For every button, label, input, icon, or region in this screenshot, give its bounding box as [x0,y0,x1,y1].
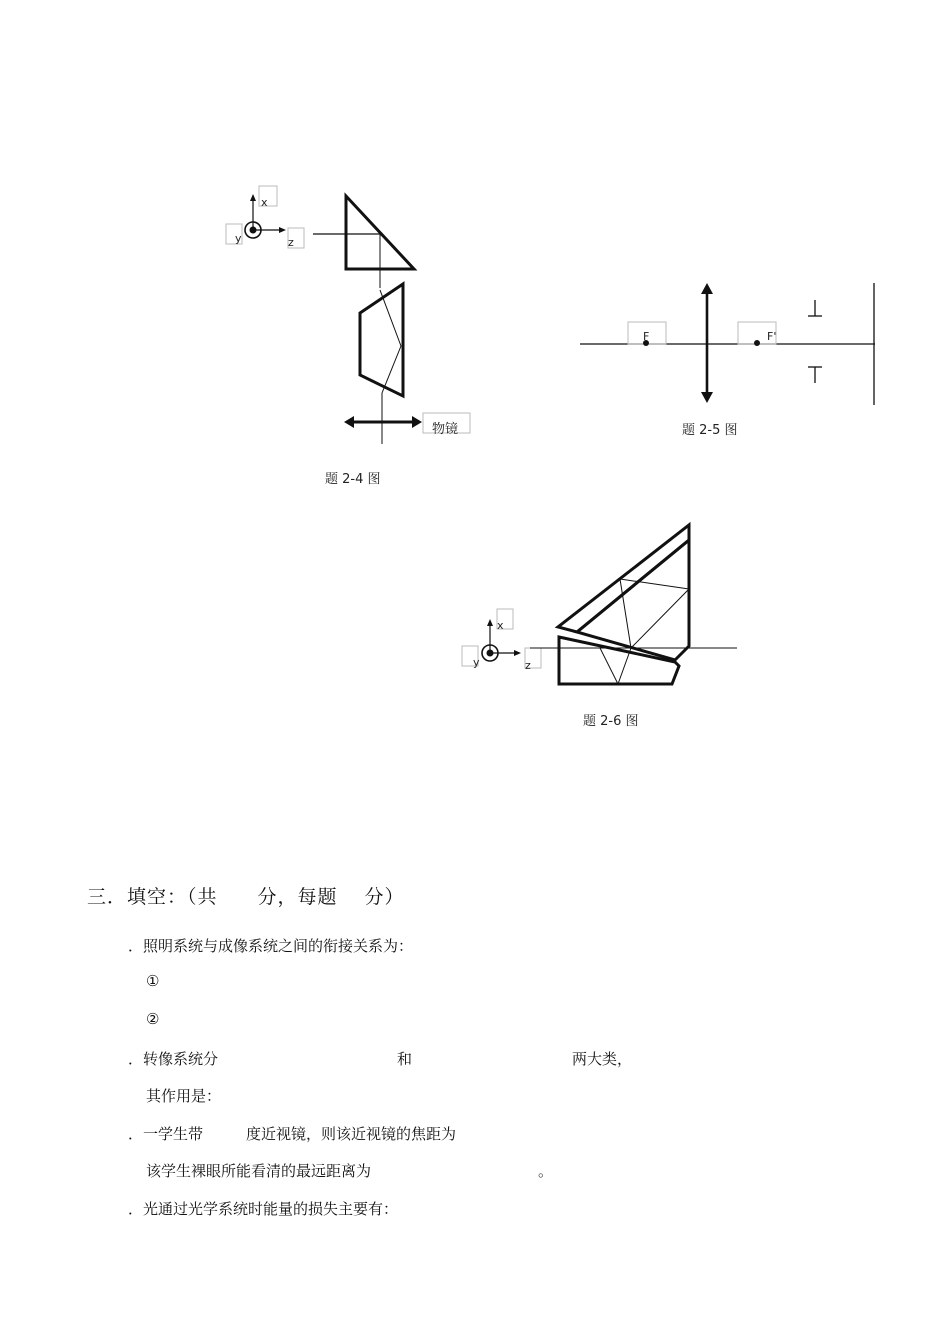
q2-line2: 其作用是： [146,1087,222,1105]
fig24-objective-label: 物镜 [432,422,459,437]
fig25-caption: 题 2-5 图 [682,423,738,438]
q3-part1: ．一学生带 [128,1125,204,1143]
fig24-axis-x: x [261,196,268,209]
q1-text: ．照明系统与成像系统之间的衔接关系为： [128,937,414,955]
q1-item2: ② [146,1010,160,1028]
fig24-axis-y: y [235,232,242,245]
fig26-axis-x: x [497,619,504,632]
q3-line2: 该学生裸眼所能看清的最远距离为 [146,1162,372,1180]
fig26-caption: 题 2-6 图 [583,714,639,729]
fig26-axis-z: z [525,659,531,672]
section-heading: 三．填空：（共 分，每题 分） [87,886,405,908]
q2-part1: ．转像系统分 [128,1050,219,1068]
fig26-axis-y: y [473,656,480,669]
q3-end: 。 [538,1162,554,1180]
q4-text: ．光通过光学系统时能量的损失主要有： [128,1200,399,1218]
q1-item1: ① [146,972,160,990]
q2-part3: 两大类， [572,1050,633,1068]
q3-part2: 度近视镜，则该近视镜的焦距为 [246,1125,457,1143]
fig25-focal-back: F' [767,330,777,343]
q2-part2: 和 [397,1050,413,1068]
fig25-focal-front: F [643,330,650,343]
fig24-axis-z: z [288,236,294,249]
fig24-caption: 题 2-4 图 [325,472,381,487]
